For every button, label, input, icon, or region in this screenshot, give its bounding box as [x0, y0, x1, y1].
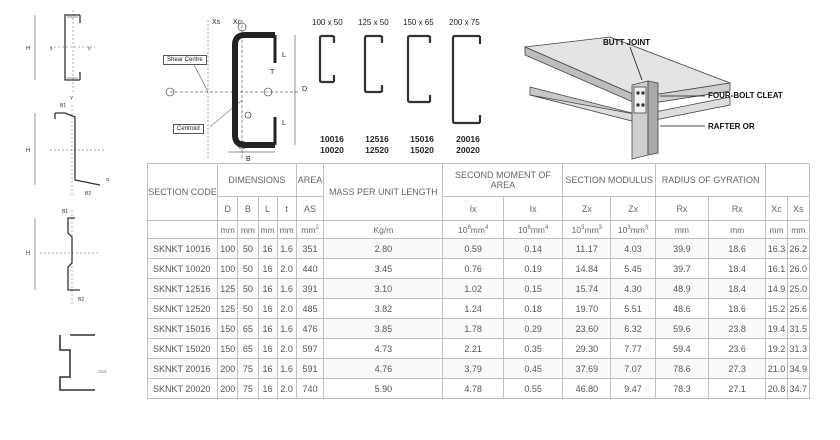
cell-t: 1.6	[277, 279, 296, 299]
butt-joint-label: BUTT JOINT	[603, 38, 651, 47]
cell-d: 100	[218, 259, 238, 279]
cell-d: 150	[218, 339, 238, 359]
cell-rx-1: 59.6	[655, 319, 708, 339]
unit-area: $mm^2$	[296, 221, 324, 239]
shear-centre-label: Shear Centre	[163, 55, 207, 65]
b-label: B	[246, 156, 251, 163]
cell-xs: 26.2	[787, 239, 809, 259]
sub-header-as: AS	[296, 197, 324, 221]
cell-ix-1: 1.78	[443, 319, 504, 339]
hat-section-sketch	[60, 335, 95, 390]
cell-rx-1: 48.9	[655, 279, 708, 299]
cell-xc: 19.2	[766, 339, 787, 359]
cell-zx-1: 11.17	[563, 239, 611, 259]
cell-d: 150	[218, 319, 238, 339]
cell-xc: 15.2	[766, 299, 787, 319]
sub-header-xs: Xs	[787, 197, 809, 221]
size-label-4: 200 x 75	[449, 18, 480, 27]
cell-b: 75	[238, 359, 258, 379]
header-mass: MASS PER UNIT LENGTH	[324, 164, 443, 221]
cell-zx-2: 9.47	[611, 379, 656, 399]
units-row	[148, 221, 810, 239]
cell-zx-1: 46.80	[563, 379, 611, 399]
cell-mass: 3.10	[324, 279, 443, 299]
cell-section-code: SKNKT 10016	[148, 239, 218, 259]
cell-zx-2: 4.03	[611, 239, 656, 259]
cell-ix-1: 4.78	[443, 379, 504, 399]
table-row	[148, 239, 810, 259]
sub-header-ix-2: Ix	[503, 197, 563, 221]
cell-zx-1: 29.30	[563, 339, 611, 359]
cell-xs: 25.0	[787, 279, 809, 299]
cell-d: 200	[218, 359, 238, 379]
cell-d: 200	[218, 379, 238, 399]
cell-rx-1: 78.3	[655, 379, 708, 399]
sigma-section-sketch	[35, 210, 100, 305]
table-row	[148, 259, 810, 279]
cell-l: 16	[258, 299, 277, 319]
centroid-label: Centroid	[173, 124, 204, 134]
sub-header-rx-2: Rx	[709, 197, 766, 221]
cell-t: 2.0	[277, 259, 296, 279]
header-area: AREA	[296, 164, 324, 197]
table-row	[148, 339, 810, 359]
unit-modulus-1: $10^3mm^3$	[563, 221, 611, 239]
header-modulus: SECTION MODULUS	[563, 164, 655, 197]
cell-mass: 3.82	[324, 299, 443, 319]
sub-header-zx-1: Zx	[563, 197, 611, 221]
size-profiles	[310, 28, 500, 133]
code-group-1: 10016 10020	[320, 134, 344, 155]
unit-xc: mm	[766, 221, 787, 239]
z-section-sketch	[35, 105, 105, 195]
code-group-3: 15016 15020	[410, 134, 434, 155]
cell-t: 1.6	[277, 319, 296, 339]
cell-zx-1: 37.69	[563, 359, 611, 379]
cell-area: 597	[296, 339, 324, 359]
cell-rx-1: 39.9	[655, 239, 708, 259]
cell-xc: 21.0	[766, 359, 787, 379]
cell-rx-2: 18.4	[709, 259, 766, 279]
svg-text:α: α	[106, 177, 109, 183]
cell-ix-2: 0.55	[503, 379, 563, 399]
table-row	[148, 299, 810, 319]
cell-b: 65	[238, 339, 258, 359]
unit-modulus-2: $10^3mm^3$	[611, 221, 656, 239]
cell-mass: 5.90	[324, 379, 443, 399]
cell-l: 16	[258, 359, 277, 379]
cell-xc: 14.9	[766, 279, 787, 299]
cell-ix-2: 0.15	[503, 279, 563, 299]
cell-xs: 31.3	[787, 339, 809, 359]
cell-mass: 4.76	[324, 359, 443, 379]
unit-blank	[148, 221, 218, 239]
cell-xc: 19.4	[766, 319, 787, 339]
svg-text:2021: 2021	[98, 369, 107, 374]
cell-section-code: SKNKT 10020	[148, 259, 218, 279]
cell-area: 391	[296, 279, 324, 299]
svg-text:x: x	[88, 46, 91, 52]
header-blank	[766, 164, 810, 197]
cell-section-code: SKNKT 15016	[148, 319, 218, 339]
cell-zx-2: 7.07	[611, 359, 656, 379]
cell-section-code: SKNKT 20016	[148, 359, 218, 379]
cell-area: 476	[296, 319, 324, 339]
cell-area: 591	[296, 359, 324, 379]
cell-ix-1: 3.79	[443, 359, 504, 379]
cell-l: 16	[258, 319, 277, 339]
cell-b: 50	[238, 239, 258, 259]
unit-l: mm	[258, 221, 277, 239]
t-label: T	[270, 69, 275, 76]
sub-header-d: D	[218, 197, 238, 221]
spec-table-body	[148, 239, 810, 399]
cell-t: 2.0	[277, 339, 296, 359]
cell-l: 16	[258, 379, 277, 399]
sub-header-ix-1: Ix	[443, 197, 504, 221]
c-section-diagram	[160, 15, 310, 165]
cell-b: 75	[238, 379, 258, 399]
sub-header-xc: Xc	[766, 197, 787, 221]
section-sketches	[20, 5, 130, 425]
xc-label: Xc	[233, 19, 242, 26]
svg-text:H: H	[26, 148, 31, 154]
cell-xs: 25.6	[787, 299, 809, 319]
cell-zx-1: 19.70	[563, 299, 611, 319]
cell-t: 2.0	[277, 299, 296, 319]
spec-table	[147, 163, 810, 399]
cell-zx-2: 4.30	[611, 279, 656, 299]
l-label-top: L	[282, 52, 286, 59]
svg-text:B1: B1	[62, 209, 69, 215]
sub-header-t: t	[277, 197, 296, 221]
unit-t: mm	[277, 221, 296, 239]
cell-xs: 34.9	[787, 359, 809, 379]
cell-rx-2: 27.1	[709, 379, 766, 399]
cell-ix-2: 0.19	[503, 259, 563, 279]
cell-t: 1.6	[277, 239, 296, 259]
cell-area: 740	[296, 379, 324, 399]
size-label-2: 125 x 50	[358, 18, 389, 27]
svg-text:H: H	[26, 251, 31, 257]
cell-xc: 20.8	[766, 379, 787, 399]
cell-l: 16	[258, 259, 277, 279]
size-label-3: 150 x 65	[403, 18, 434, 27]
svg-text:H: H	[26, 46, 31, 52]
table-row	[148, 379, 810, 399]
cell-ix-2: 0.14	[503, 239, 563, 259]
cell-xc: 16.3	[766, 239, 787, 259]
cell-mass: 3.45	[324, 259, 443, 279]
cell-section-code: SKNKT 12516	[148, 279, 218, 299]
unit-moment-1: $10^6mm^4$	[443, 221, 504, 239]
cell-rx-2: 18.6	[709, 239, 766, 259]
cell-zx-2: 6.32	[611, 319, 656, 339]
header-row-2	[148, 197, 810, 221]
svg-text:B1: B1	[60, 103, 67, 109]
header-section-code: SECTION CODE	[148, 164, 218, 221]
cell-ix-2: 0.35	[503, 339, 563, 359]
cell-rx-2: 18.6	[709, 299, 766, 319]
cell-ix-2: 0.18	[503, 299, 563, 319]
header-row-1	[148, 164, 810, 197]
cell-ix-2: 0.29	[503, 319, 563, 339]
svg-text:B2: B2	[78, 297, 85, 303]
unit-mass: Kg/m	[324, 221, 443, 239]
l-label-bottom: L	[282, 120, 286, 127]
cell-area: 351	[296, 239, 324, 259]
cell-mass: 4.73	[324, 339, 443, 359]
sub-header-b: B	[238, 197, 258, 221]
sub-header-zx-2: Zx	[611, 197, 656, 221]
size-label-1: 100 x 50	[312, 18, 343, 27]
table-row	[148, 359, 810, 379]
unit-xs: mm	[787, 221, 809, 239]
code-group-4: 20016 20020	[456, 134, 480, 155]
cell-rx-1: 39.7	[655, 259, 708, 279]
cell-area: 485	[296, 299, 324, 319]
cell-ix-1: 0.76	[443, 259, 504, 279]
cell-t: 2.0	[277, 379, 296, 399]
four-bolt-cleat-label: FOUR-BOLT CLEAT	[708, 91, 783, 100]
sub-header-rx-1: Rx	[655, 197, 708, 221]
cell-d: 125	[218, 299, 238, 319]
cell-rx-2: 18.4	[709, 279, 766, 299]
cell-ix-1: 0.59	[443, 239, 504, 259]
cell-ix-1: 1.24	[443, 299, 504, 319]
cell-area: 440	[296, 259, 324, 279]
cell-zx-2: 5.45	[611, 259, 656, 279]
cell-section-code: SKNKT 12520	[148, 299, 218, 319]
cell-t: 1.6	[277, 359, 296, 379]
code-group-2: 12516 12520	[365, 134, 389, 155]
rafter-label: RAFTER OR	[708, 122, 755, 131]
cell-b: 50	[238, 299, 258, 319]
cell-xs: 34.7	[787, 379, 809, 399]
header-dimensions: DIMENSIONS	[218, 164, 297, 197]
lipped-channel-sketch	[35, 10, 95, 93]
cell-section-code: SKNKT 15020	[148, 339, 218, 359]
header-gyration: RADIUS OF GYRATION	[655, 164, 766, 197]
cell-xs: 26.0	[787, 259, 809, 279]
table-row	[148, 319, 810, 339]
svg-text:x: x	[50, 46, 53, 52]
cell-rx-1: 48.6	[655, 299, 708, 319]
cell-mass: 3.85	[324, 319, 443, 339]
cell-zx-2: 7.77	[611, 339, 656, 359]
cell-rx-1: 78.6	[655, 359, 708, 379]
cell-ix-2: 0.45	[503, 359, 563, 379]
unit-b: mm	[238, 221, 258, 239]
table-row	[148, 279, 810, 299]
cell-d: 125	[218, 279, 238, 299]
unit-gyration-2: mm	[709, 221, 766, 239]
cell-l: 16	[258, 339, 277, 359]
cell-rx-2: 23.6	[709, 339, 766, 359]
unit-d: mm	[218, 221, 238, 239]
unit-gyration-1: mm	[655, 221, 708, 239]
d-label: D	[302, 86, 308, 93]
cell-xc: 16.1	[766, 259, 787, 279]
cell-d: 100	[218, 239, 238, 259]
cell-rx-2: 23.8	[709, 319, 766, 339]
cell-zx-1: 23.60	[563, 319, 611, 339]
cell-ix-1: 2.21	[443, 339, 504, 359]
cell-rx-2: 27.3	[709, 359, 766, 379]
svg-text:B2: B2	[85, 191, 92, 197]
cell-l: 16	[258, 239, 277, 259]
unit-moment-2: $10^6mm^4$	[503, 221, 563, 239]
cell-l: 16	[258, 279, 277, 299]
cell-b: 50	[238, 259, 258, 279]
svg-text:Y: Y	[70, 96, 74, 102]
cell-zx-2: 5.51	[611, 299, 656, 319]
cell-zx-1: 15.74	[563, 279, 611, 299]
header-moment: SECOND MOMENT OF AREA	[443, 164, 563, 197]
cell-zx-1: 14.84	[563, 259, 611, 279]
cell-xs: 31.5	[787, 319, 809, 339]
cell-mass: 2.80	[324, 239, 443, 259]
cell-b: 50	[238, 279, 258, 299]
cell-rx-1: 59.4	[655, 339, 708, 359]
cell-b: 65	[238, 319, 258, 339]
xs-label: Xs	[212, 19, 221, 26]
cell-ix-1: 1.02	[443, 279, 504, 299]
cell-section-code: SKNKT 20020	[148, 379, 218, 399]
sub-header-l: L	[258, 197, 277, 221]
